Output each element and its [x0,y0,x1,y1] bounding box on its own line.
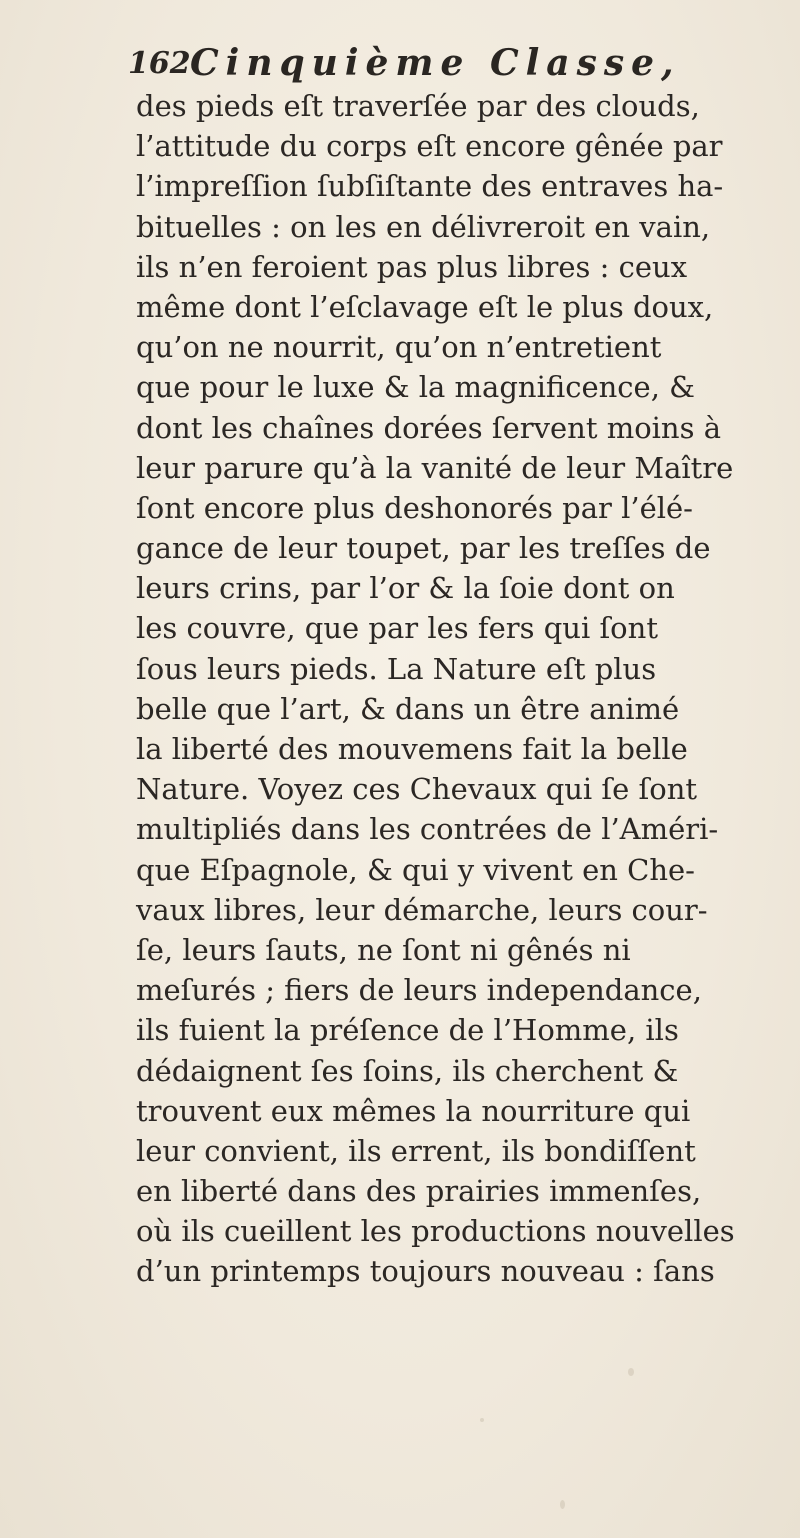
text-line: leurs crins, par l’or & la ſoie dont on [136,571,675,606]
text-line: vaux libres, leur démarche, leurs cour- [136,892,708,927]
text-line: la liberté des mouvemens fait la belle [136,732,688,766]
text-line: des pieds eſt traverſée par des clouds, [136,89,700,123]
text-line: ils fuient la préſence de l’Homme, ils [136,1013,679,1048]
text-line: l’impreſſion ſubſiſtante des entraves ha- [136,169,724,204]
text-line: que Eſpagnole, & qui y vivent en Che- [136,852,695,887]
text-line: dédaignent ſes ſoins, ils cherchent & [136,1053,679,1088]
text-line: gance de leur toupet, par les treſſes de [136,531,711,566]
text-line: leur parure qu’à la vanité de leur Maître [136,450,734,485]
text-line: leur convient, ils errent, ils bondiſſent [136,1133,696,1168]
paper-blemish [480,1418,484,1422]
page-number: 162 [128,46,191,81]
paper-blemish [628,1368,634,1376]
text-line: belle que l’art, & dans un être animé [136,691,680,726]
text-line: ſont encore plus deshonorés par l’élé- [136,490,693,525]
text-line: bituelles : on les en délivreroit en vain, [136,209,711,244]
running-title: Cinquième Classe, [190,42,681,84]
text-line: qu’on ne nourrit, qu’on n’entretient [136,330,662,365]
text-line: les couvre, que par les fers qui ſont [136,611,658,646]
text-line: où ils cueillent les productions nouvelles [136,1214,735,1249]
text-line: ſe, leurs ſauts, ne ſont ni gênés ni [136,932,631,967]
text-line: même dont l’eſclavage eſt le plus doux, [136,289,714,324]
body-text [136,86,796,1292]
text-line: d’un printemps toujours nouveau : ſans [136,1254,715,1289]
text-line: l’attitude du corps eſt encore gênée par [136,129,723,164]
text-line: en liberté dans des prairies immenſes, [136,1174,702,1209]
text-line: multipliés dans les contrées de l’Améri- [136,812,719,847]
text-line: ils n’en feroient pas plus libres : ceux [136,249,688,284]
text-line: trouvent eux mêmes la nourriture qui [136,1093,691,1128]
text-line: que pour le luxe & la magnificence, & [136,370,695,405]
text-line: meſurés ; fiers de leurs independance, [136,973,702,1008]
text-line: dont les chaînes dorées ſervent moins à [136,410,721,445]
text-line: ſous leurs pieds. La Nature eſt plus [136,651,657,686]
paper-blemish [560,1500,565,1509]
text-line: Nature. Voyez ces Chevaux qui ſe ſont [136,772,698,807]
